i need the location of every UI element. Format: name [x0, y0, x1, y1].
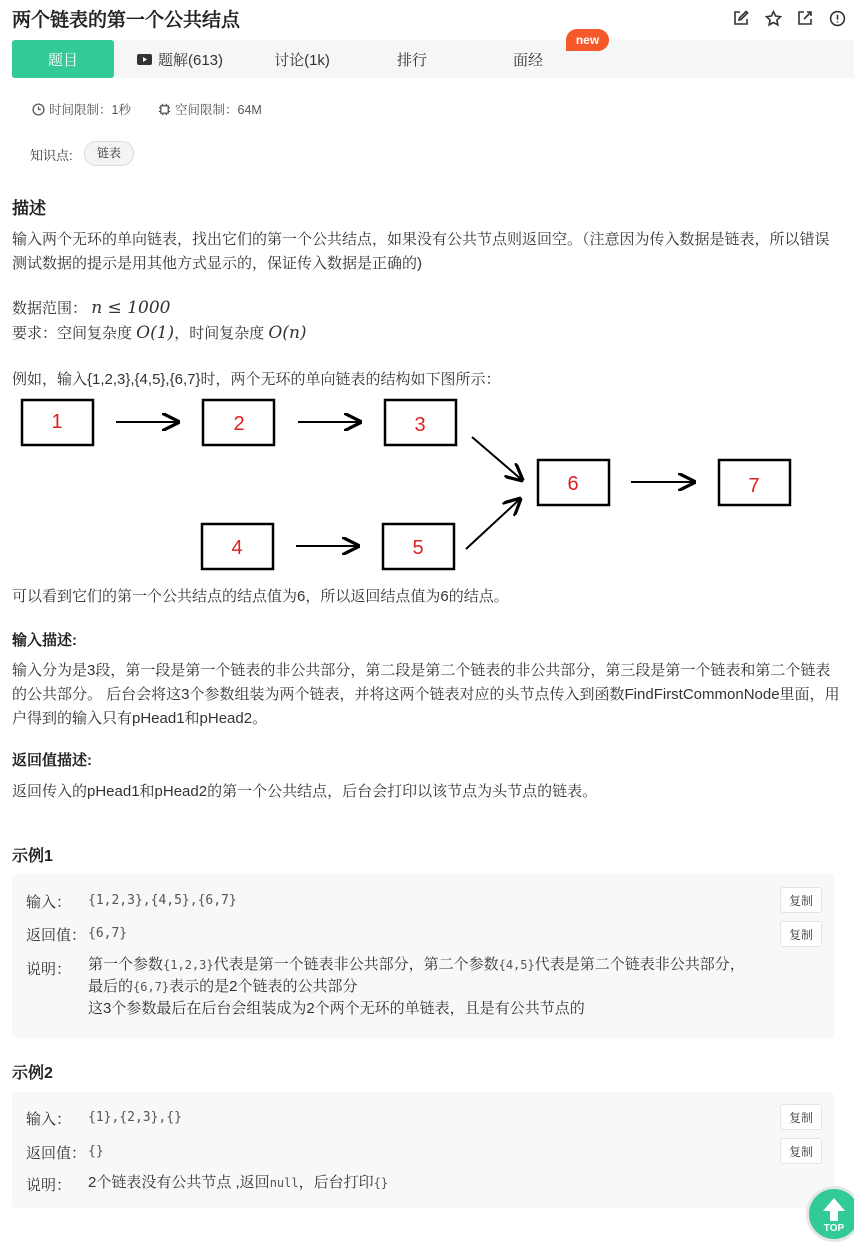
clock-icon	[32, 103, 45, 116]
arrow-3-6	[472, 437, 522, 480]
example2-return-value: {}	[88, 1144, 104, 1159]
node-label-2: 2	[233, 413, 245, 435]
example1-input-value: {1,2,3},{4,5},{6,7}	[88, 893, 237, 908]
example-intro: 例如，输入{1,2,3},{4,5},{6,7}时，两个无环的单向链表的结构如下图所示：	[12, 371, 501, 388]
space-limit: 空间限制：64M	[158, 100, 262, 118]
memory-icon	[158, 103, 171, 116]
example2-input-copy-button[interactable]: 复制	[780, 1104, 822, 1130]
tab-solutions[interactable]: 题解(613)	[124, 40, 236, 78]
node-label-3: 3	[414, 414, 426, 436]
description-text: 输入两个无环的单向链表，找出它们的第一个公共结点，如果没有公共节点则返回空。（注意因为传入数据是链表，所以错误测试数据的提示是用其他方式显示的，保证传入数据是正确的)	[12, 231, 830, 272]
tab-problem[interactable]: 题目	[12, 40, 114, 78]
example1-input-copy-button[interactable]: 复制	[780, 887, 822, 913]
example2-input-label: 输入：	[26, 1111, 72, 1128]
example1-return-label: 返回值：	[26, 927, 87, 944]
tab-interview[interactable]: 面经	[512, 51, 543, 69]
example2-return-copy-button[interactable]: 复制	[780, 1138, 822, 1164]
example1-box	[12, 874, 834, 1038]
top-toolbar	[730, 7, 848, 29]
description-heading: 描述	[12, 199, 46, 218]
input-desc-heading: 输入描述:	[12, 632, 77, 649]
arrow-5-6	[466, 499, 520, 549]
page-title: 两个链表的第一个公共结点	[12, 10, 241, 31]
data-range: 数据范围： n ≤ 1000	[12, 298, 171, 318]
share-icon[interactable]	[794, 7, 816, 29]
example1-return-copy-button[interactable]: 复制	[780, 921, 822, 947]
example2-input-value: {1},{2,3},{}	[88, 1110, 182, 1125]
example1-input-label: 输入：	[26, 894, 72, 911]
complexity-requirement: 要求：空间复杂度 O(1)，时间复杂度 O(n)	[12, 323, 307, 343]
knowledge-tag[interactable]: 链表	[84, 141, 134, 166]
tab-ranking[interactable]: 排行	[396, 51, 427, 69]
linked-list-diagram	[14, 392, 804, 577]
example1-heading: 示例1	[12, 848, 53, 865]
node-label-1: 1	[51, 411, 63, 433]
tab-discussion[interactable]: 讨论(1k)	[274, 51, 330, 69]
video-icon	[137, 54, 152, 65]
knowledge-label: 知识点:	[30, 148, 73, 163]
range-math: n ≤ 1000	[91, 298, 171, 318]
edit-icon[interactable]	[730, 7, 752, 29]
time-limit: 时间限制：1秒	[32, 100, 131, 118]
node-label-5: 5	[412, 537, 424, 559]
report-icon[interactable]	[826, 7, 848, 29]
example2-heading: 示例2	[12, 1065, 53, 1082]
example2-box	[12, 1092, 834, 1208]
example2-return-label: 返回值：	[26, 1145, 87, 1162]
new-badge: new	[566, 29, 609, 51]
example1-explain-label: 说明：	[26, 961, 72, 978]
star-icon[interactable]	[762, 7, 784, 29]
example2-explain-label: 说明：	[26, 1177, 72, 1194]
diagram-conclusion: 可以看到它们的第一个公共结点的结点值为6，所以返回结点值为6的结点。	[12, 588, 509, 605]
input-desc-text: 输入分为是3段，第一段是第一个链表的非公共部分，第二段是第二个链表的非公共部分，第三段是第一个链表和第二个链表的公共部分。 后台会将这3个参数组装为两个链表，并将这两个链表对应的头节点传入到函数FindFirstCommonNode里面，用户得到的输入只有pHead1和pHead2。	[12, 662, 840, 727]
return-desc-text: 返回传入的pHead1和pHead2的第一个公共结点，后台会打印以该节点为头节点的链表。	[12, 783, 598, 800]
example2-explain-text: 2个链表没有公共节点 ,返回null，后台打印{}	[88, 1174, 389, 1191]
example1-return-value: {6,7}	[88, 926, 128, 941]
example1-explain-text: 第一个参数{1,2,3}代表是第一个链表非公共部分，第二个参数{4,5}代表是第二个链表非公共部分， 最后的{6,7}表示的是2个链表的公共部分 这3个参数最后在后台会组装成为2个两个无环的单链表，且是有公共节点的	[88, 956, 745, 1017]
node-label-7: 7	[748, 475, 760, 497]
node-label-6: 6	[567, 473, 579, 495]
return-desc-heading: 返回值描述:	[12, 752, 92, 769]
back-to-top-button[interactable]: TOP	[806, 1186, 854, 1242]
node-label-4: 4	[231, 537, 243, 559]
tab-bar	[12, 40, 854, 78]
